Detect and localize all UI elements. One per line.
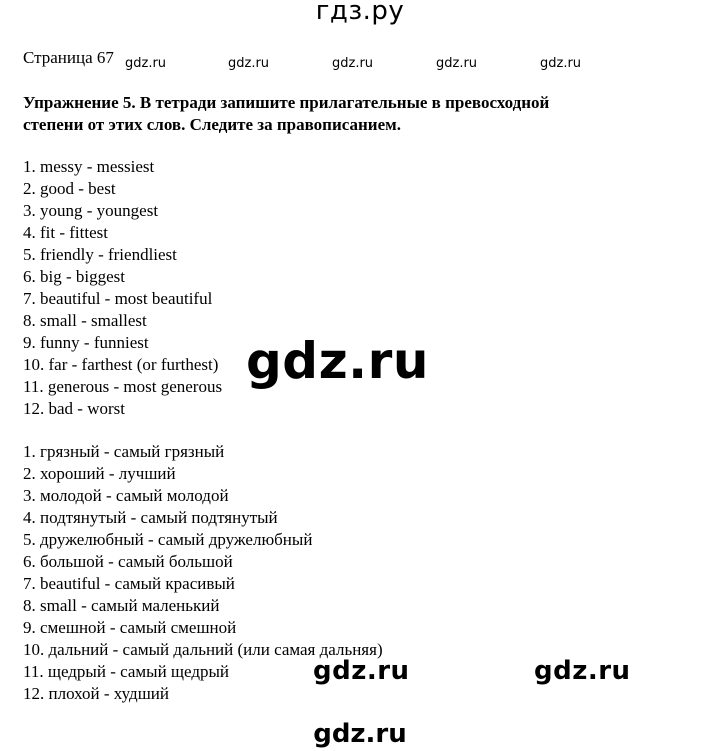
answer-item: 1. грязный - самый грязный (23, 442, 225, 461)
answer-item: 12. плохой - худший (23, 684, 169, 703)
answer-item: 6. big - biggest (23, 267, 125, 286)
answer-item: 6. большой - самый большой (23, 552, 233, 571)
footer-watermark: gdz.ru (313, 719, 407, 749)
watermark-bottom-left: gdz.ru (313, 656, 410, 686)
watermark-small: gdz.ru (540, 56, 582, 71)
answer-item: 4. fit - fittest (23, 223, 108, 242)
answer-item: 7. beautiful - most beautiful (23, 289, 213, 308)
watermark-center: gdz.ru (246, 332, 429, 390)
answer-item: 5. дружелюбный - самый дружелюбный (23, 530, 313, 549)
answer-item: 8. small - самый маленький (23, 596, 220, 615)
answer-item: 9. смешной - самый смешной (23, 618, 237, 637)
answer-item: 1. messy - messiest (23, 157, 155, 176)
answer-item: 10. far - farthest (or furthest) (23, 355, 219, 374)
watermark-small: gdz.ru (125, 56, 167, 71)
exercise-task (23, 92, 663, 136)
answer-item: 11. generous - most generous (23, 377, 223, 396)
watermark-small: gdz.ru (228, 56, 270, 71)
answer-item: 4. подтянутый - самый подтянутый (23, 508, 278, 527)
watermark-bottom-right: gdz.ru (534, 656, 631, 686)
answer-item: 12. bad - worst (23, 399, 125, 418)
answer-item: 11. щедрый - самый щедрый (23, 662, 230, 681)
answer-item: 7. beautiful - самый красивый (23, 574, 235, 593)
answers-english (23, 156, 222, 420)
page-label: Страница 67 (23, 48, 114, 67)
answer-item: 3. young - youngest (23, 201, 159, 220)
answer-item: 3. молодой - самый молодой (23, 486, 229, 505)
answer-item: 10. дальний - самый дальний (или самая дальняя) (23, 640, 383, 659)
watermark-small: gdz.ru (436, 56, 478, 71)
answer-item: 5. friendly - friendliest (23, 245, 177, 264)
task-line: степени от этих слов. Следите за правописанием. (23, 115, 401, 134)
site-header: гдз.ру (315, 0, 405, 26)
task-line: Упражнение 5. В тетради запишите прилагательные в превосходной (23, 93, 550, 112)
answer-item: 9. funny - funniest (23, 333, 149, 352)
answer-item: 8. small - smallest (23, 311, 147, 330)
answer-item: 2. good - best (23, 179, 116, 198)
answer-item: 2. хороший - лучший (23, 464, 176, 483)
watermark-small: gdz.ru (332, 56, 374, 71)
